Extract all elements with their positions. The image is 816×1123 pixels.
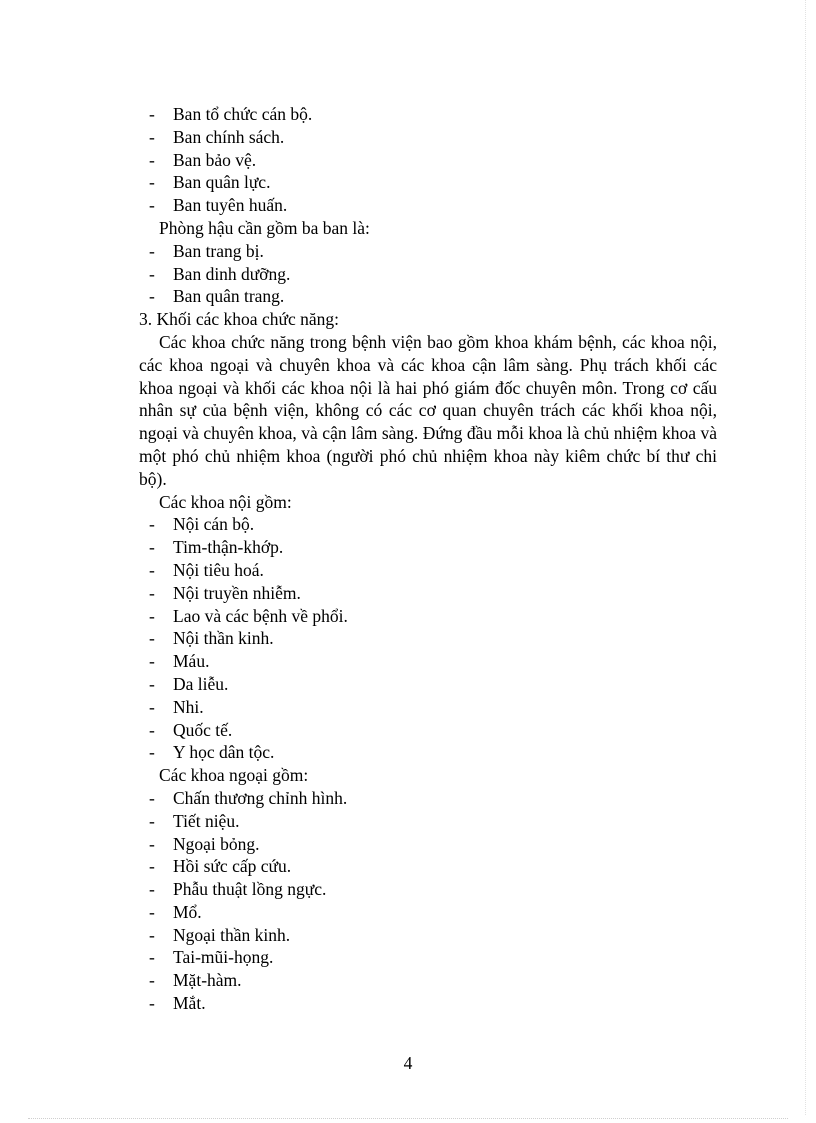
list-item-text: Tiết niệu.: [173, 810, 240, 831]
bullet-dash: -: [149, 582, 155, 603]
list-item-text: Máu.: [173, 651, 210, 672]
list-item: [139, 149, 717, 172]
list-item-text: Y học dân tộc.: [173, 742, 275, 763]
list-item: [139, 946, 717, 969]
bullet-dash: -: [149, 947, 155, 968]
list-item-text: Nhi.: [173, 696, 204, 717]
page-right-border: [805, 0, 806, 1115]
list-item: [139, 673, 717, 696]
list-item-text: Ban tuyên huấn.: [173, 195, 288, 216]
list-item: [139, 992, 717, 1015]
list-item-text: Tim-thận-khớp.: [173, 537, 284, 558]
list-item-text: Chấn thương chỉnh hình.: [173, 787, 348, 808]
list-item: [139, 582, 717, 605]
bullet-dash: -: [149, 286, 155, 307]
bullet-dash: -: [149, 651, 155, 672]
phong-hau-can-intro: Phòng hậu cần gồm ba ban là:: [159, 217, 370, 238]
bullet-dash: -: [149, 742, 155, 763]
list-item-text: Ban chính sách.: [173, 126, 285, 147]
list-item-text: Ban quân trang.: [173, 286, 285, 307]
list-item: [139, 787, 717, 810]
list-item-text: Ban quân lực.: [173, 172, 271, 193]
list-item: [139, 878, 717, 901]
bullet-dash: -: [149, 673, 155, 694]
list-item: [139, 833, 717, 856]
list-noi: [139, 513, 717, 764]
list-item: [139, 650, 717, 673]
list-item-text: Phẫu thuật lồng ngực.: [173, 879, 327, 900]
list-item-text: Hồi sức cấp cứu.: [173, 856, 292, 877]
list-item-text: Nội truyền nhiễm.: [173, 582, 301, 603]
list-item-text: Ban trang bị.: [173, 240, 264, 261]
list-item-text: Mổ.: [173, 901, 202, 922]
bullet-dash: -: [149, 240, 155, 261]
list-item-text: Quốc tế.: [173, 719, 233, 740]
list-item: [139, 901, 717, 924]
list-item-text: Lao và các bệnh về phổi.: [173, 605, 348, 626]
bullet-dash: -: [149, 810, 155, 831]
bullet-dash: -: [149, 719, 155, 740]
list-item: [139, 103, 717, 126]
list-hau-can: [139, 240, 717, 308]
list-item: [139, 194, 717, 217]
list-item-text: Nội cán bộ.: [173, 514, 255, 535]
bullet-dash: -: [149, 172, 155, 193]
list-item: [139, 559, 717, 582]
bullet-dash: -: [149, 856, 155, 877]
list-item: [139, 696, 717, 719]
bullet-dash: -: [149, 559, 155, 580]
list-ban: [139, 103, 717, 217]
list-item: [139, 126, 717, 149]
list-item-text: Nội thần kinh.: [173, 628, 274, 649]
list-item: [139, 855, 717, 878]
list-item: [139, 719, 717, 742]
bullet-dash: -: [149, 924, 155, 945]
list-item-text: Ngoại bỏng.: [173, 833, 260, 854]
list-item: [139, 969, 717, 992]
list-item-text: Mắt.: [173, 993, 206, 1014]
bullet-dash: -: [149, 195, 155, 216]
bullet-dash: -: [149, 514, 155, 535]
list-item-text: Da liễu.: [173, 673, 229, 694]
noi-intro: Các khoa nội gồm:: [159, 491, 292, 512]
list-item-text: Tai-mũi-họng.: [173, 947, 274, 968]
page-number: 4: [403, 1053, 413, 1073]
bullet-dash: -: [149, 263, 155, 284]
bullet-dash: -: [149, 149, 155, 170]
list-item-text: Ban tổ chức cán bộ.: [173, 104, 313, 124]
ngoai-intro: Các khoa ngoại gồm:: [159, 765, 309, 786]
list-item-text: Ban bảo vệ.: [173, 149, 257, 170]
list-item: [139, 263, 717, 286]
list-item: [139, 285, 717, 308]
list-item: [139, 627, 717, 650]
list-item: [139, 171, 717, 194]
bullet-dash: -: [149, 126, 155, 147]
bullet-dash: -: [149, 879, 155, 900]
bullet-dash: -: [149, 993, 155, 1014]
page-content: [139, 103, 717, 1015]
list-item-text: Ban dinh dưỡng.: [173, 263, 291, 284]
bullet-dash: -: [149, 901, 155, 922]
list-item: [139, 741, 717, 764]
list-item: [139, 810, 717, 833]
list-item: [139, 605, 717, 628]
list-item: [139, 924, 717, 947]
bullet-dash: -: [149, 970, 155, 991]
bullet-dash: -: [149, 628, 155, 649]
list-item-text: Nội tiêu hoá.: [173, 559, 264, 580]
list-item-text: Ngoại thần kinh.: [173, 924, 291, 945]
list-ngoai: [139, 787, 717, 1015]
list-item: [139, 513, 717, 536]
bullet-dash: -: [149, 605, 155, 626]
bullet-dash: -: [149, 833, 155, 854]
list-item-text: Mặt-hàm.: [173, 970, 242, 991]
bullet-dash: -: [149, 696, 155, 717]
bullet-dash: -: [149, 104, 155, 124]
list-item: [139, 536, 717, 559]
bullet-dash: -: [149, 537, 155, 558]
section-paragraph: Các khoa chức năng trong bệnh viện bao gồm khoa khám bệnh, các khoa nội, các khoa ngoại và chuyên khoa và các khoa cận lâm sàng. Phụ trách khối các khoa ngoại và khối các khoa nội là hai phó giám đốc chuyên môn. Trong cơ cấu nhân sự của bệnh viện, không có các cơ quan chuyên trách các khối khoa nội, ngoại và chuyên khoa, và cận lâm sàng. Đứng đầu mỗi khoa là chủ nhiệm khoa và một phó chủ nhiệm khoa (người phó chủ nhiệm khoa này kiêm chức bí thư chi bộ).: [139, 331, 717, 489]
list-item: [139, 240, 717, 263]
page-bottom-border: [28, 1118, 788, 1119]
bullet-dash: -: [149, 787, 155, 808]
section-heading: 3. Khối các khoa chức năng:: [139, 309, 339, 330]
